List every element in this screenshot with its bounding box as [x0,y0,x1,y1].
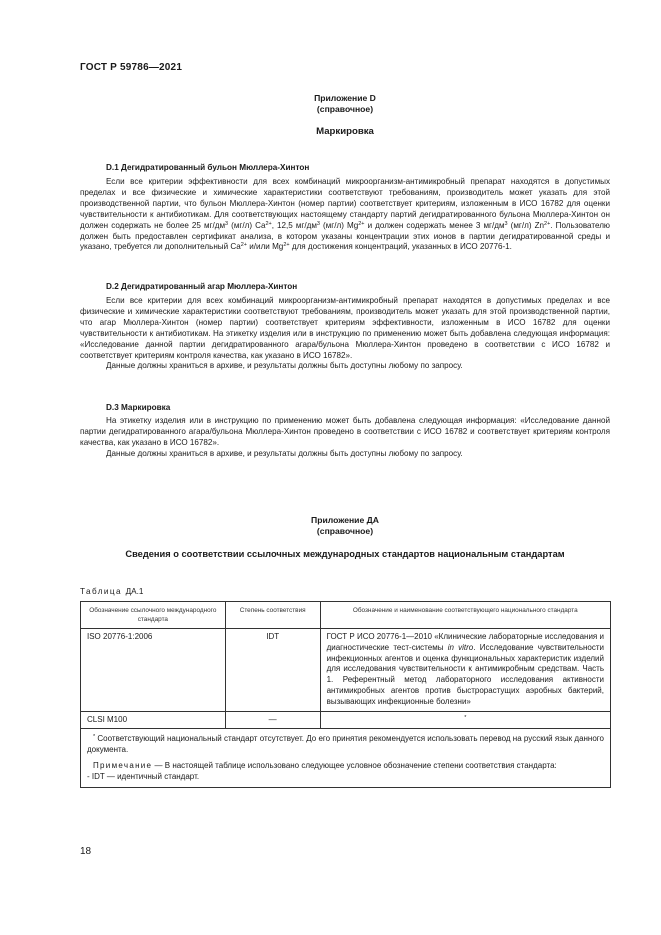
section-d2-body [80,296,610,372]
table-notes-row [81,729,611,787]
table-note-item: - IDT — идентичный стандарт. [87,771,200,781]
page-number: 18 [80,846,92,857]
table-header-cell: Обозначение ссылочного международного стандарта [81,602,226,629]
table-cell-standard: ISO 20776-1:2006 [81,629,226,712]
appendix-d-title: Маркировка [316,126,374,137]
section-d3-paragraph-1: На этикетку изделия или в инструкцию по применению может быть добавлена следующая информация: «Исследование данной партии дегидратированного агара/бульона Мюллера-Хинтон проведено в соответствии с ИСО 16782 и соответствует критериям контроля качества, как указано в ИСО 16782». [80,416,610,447]
section-d1-paragraph: Если все критерии эффективности для всех комбинаций микроорганизм-антимикробный препарат находятся в допустимых пределах и все физические и химические характеристики соответствуют требованиям, производитель может указать для этой производственной партии, что бульон Мюллера-Хинтон (номер партии) соответствует критериям, изложенным в ИСО 16782 для оценки чувствительности к антибиотикам. Для соответствующих настоящему стандарту партий дегидратированного бульона Мюллера-Хинтон он должен содержать не более 25 $мг/дм^3$ (мг/л) $Ca^{2+}$, 12,5 $мг/дм^3$ (мг/л) $Mg^{2+}$ и должен содержать менее 3 $мг/дм^3$ (мг/л) $Zn^{2+}$. Пользователю должен быть предоставлен сертификат анализа, в котором указаны концентрации этих ионов в партии дегидратированной среды и указано, требуется ли дополнительный $Ca^{2+}$ и/или $Mg^{2+}$ для достижения концентраций, указанных в ИСО 20776-1. [80,177,610,252]
correspondence-table [80,601,611,788]
table-caption: Таблица ДА.1 [80,587,144,596]
section-d3-body [80,416,610,460]
section-d3-heading: D.3 Маркировка [106,403,171,412]
table-header-cell: Степень соответствия [225,602,320,629]
table-cell-standard: CLSI M100 [81,711,226,729]
appendix-da-type: (справочное) [316,526,374,536]
table-notes-cell [81,729,611,787]
table-row [81,629,611,712]
section-d3-paragraph-2: Данные должны храниться в архиве, и результаты должны быть доступны любому по запросу. [106,448,463,458]
table-cell-degree: — [225,711,320,729]
table-header-row [81,602,611,629]
appendix-da-title: Сведения о соответствии ссылочных международных стандартов национальным стандартам [125,549,565,559]
appendix-d-label: Приложение D [314,93,376,103]
section-d1-heading: D.1 Дегидратированный бульон Мюллера-Хинтон [106,163,310,172]
table-cell-national: * [320,711,610,729]
table-cell-degree: IDT [225,629,320,712]
table-footnote: * Соответствующий национальный стандарт отсутствует. До его принятия рекомендуется использовать перевод на русский язык данного документа. [87,734,604,755]
section-d2-paragraph-1: Если все критерии для всех комбинаций микроорганизм-антимикробный препарат находятся в допустимых пределах и все физические и химические характеристики соответствуют требованиям, производитель может указать для этой производственной партии, что агар Мюллера-Хинтон (номер партии) соответствует критериям эффективности, изложенным в ИСО 16782 для оценки чувствительности к антибиотикам. На этикетку изделия или в инструкцию по применению может быть добавлена следующая информация: «Исследование данной партии дегидратированного агара/бульона Мюллера-Хинтон проведено в соответствии с ИСО 16782 и соответствует критериям контроля качества, как указано в ИСО 16782». [80,296,610,360]
document-header: ГОСТ Р 59786—2021 [80,62,183,73]
appendix-d-type: (справочное) [316,104,374,114]
section-d1-body [80,177,610,253]
section-d2-paragraph-2: Данные должны храниться в архиве, и результаты должны быть доступны любому по запросу. [106,361,463,371]
appendix-da-label: Приложение ДА [311,515,379,525]
table-row [81,711,611,729]
table-header-cell: Обозначение и наименование соответствующего национального стандарта [320,602,610,629]
section-d2-heading: D.2 Дегидратированный агар Мюллера-Хинтон [106,282,298,291]
table-note: Примечание — В настоящей таблице использовано следующее условное обозначение степени соответствия стандарта: [93,760,557,770]
table-cell-national: ГОСТ Р ИСО 20776-1—2010 «Клинические лабораторные исследования и диагностические тест-системы in vitro. Исследование чувствительности инфекционных агентов и оценка функциональных характеристик изделий для исследования чувствительности к антимикробным средствам. Часть 1. Референтный метод лабораторного исследования активности антимикробных агентов против быстрорастущих аэробных бактерий, вызывающих инфекционные болезни» [320,629,610,712]
